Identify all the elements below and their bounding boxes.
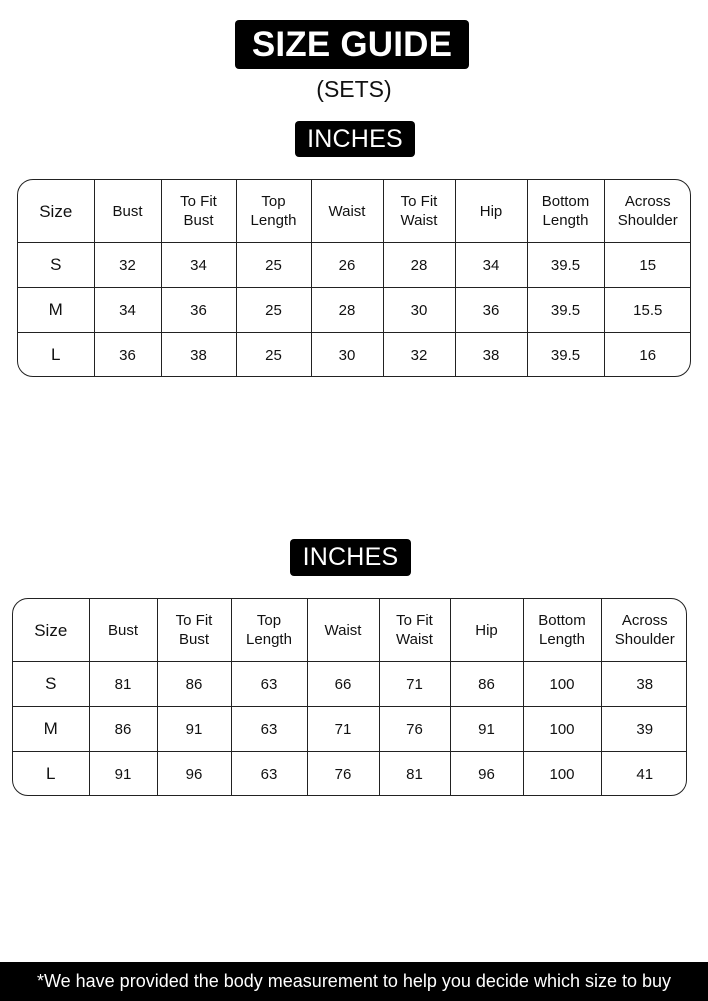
measurement-cell: 66 [307,662,379,707]
measurement-cell: 76 [307,752,379,797]
size-table [13,599,687,796]
section-label-inches-2: INCHES [290,539,411,576]
column-header [311,180,383,243]
size-cell: L [13,752,89,797]
column-header-text: Length [539,631,585,648]
table-row [13,662,687,707]
measurement-cell: 81 [89,662,157,707]
page-subtitle: (SETS) [316,76,392,102]
column-header-text: Top [261,193,286,210]
column-header-text: Bust [183,212,214,229]
measurement-cell: 38 [161,333,236,378]
measurement-cell: 39 [601,707,687,752]
column-header-text: Bust [112,202,143,220]
column-header [527,180,604,243]
column-header-text: Top [256,612,282,629]
column-header-text: To Fit [396,612,433,629]
table-row [18,243,691,288]
column-header [450,599,523,662]
measurement-cell: 36 [94,333,161,378]
column-header [231,599,307,662]
column-header-text: Shoulder [614,631,675,648]
measurement-cell: 100 [523,662,601,707]
column-header [18,180,94,243]
measurement-cell: 81 [379,752,450,797]
measurement-cell: 71 [379,662,450,707]
column-header-text: To Fit [400,193,438,210]
measurement-cell: 36 [455,288,527,333]
measurement-cell: 100 [523,707,601,752]
measurement-cell: 63 [231,707,307,752]
size-cell: S [18,243,94,288]
measurement-cell: 28 [311,288,383,333]
measurement-cell: 91 [157,707,231,752]
column-header [455,180,527,243]
column-header-text: Waist [400,212,438,229]
measurement-cell: 32 [94,243,161,288]
measurement-cell: 25 [236,333,311,378]
measurement-cell: 30 [311,333,383,378]
measurement-cell: 41 [601,752,687,797]
table-row [18,333,691,378]
column-header [13,599,89,662]
column-header-text: Size [34,620,68,640]
measurement-cell: 39.5 [527,333,604,378]
measurement-cell: 91 [450,707,523,752]
column-header-text: Waist [324,621,362,639]
size-cell: M [18,288,94,333]
column-header [94,180,161,243]
page-title: SIZE GUIDE [235,20,469,69]
column-header-text: Across [624,193,671,210]
size-table-second [12,598,687,796]
measurement-cell: 16 [604,333,691,378]
measurement-cell: 39.5 [527,243,604,288]
table-header-row [13,599,687,662]
measurement-cell: 71 [307,707,379,752]
column-header [89,599,157,662]
column-header-text: Waist [396,631,433,648]
column-header-text: Shoulder [617,212,678,229]
size-cell: L [18,333,94,378]
column-header-text: Hip [479,202,503,220]
measurement-cell: 32 [383,333,455,378]
measurement-cell: 96 [157,752,231,797]
measurement-cell: 63 [231,662,307,707]
column-header-text: Hip [475,621,498,639]
measurement-cell: 25 [236,288,311,333]
measurement-cell: 38 [601,662,687,707]
measurement-cell: 26 [311,243,383,288]
column-header [523,599,601,662]
table-header-row [18,180,691,243]
size-table [18,180,691,377]
column-header [601,599,687,662]
column-header-text: Length [250,212,297,229]
column-header-text: Bottom [541,193,590,210]
measurement-cell: 34 [161,243,236,288]
column-header-text: Across [621,612,668,629]
measurement-cell: 39.5 [527,288,604,333]
column-header [379,599,450,662]
column-header [604,180,691,243]
column-header [307,599,379,662]
measurement-cell: 63 [231,752,307,797]
column-header [383,180,455,243]
measurement-cell: 36 [161,288,236,333]
footer-note: *We have provided the body measurement to help you decide which size to buy [0,962,708,1001]
column-header-text: Bust [107,621,138,639]
measurement-cell: 100 [523,752,601,797]
size-cell: S [13,662,89,707]
column-header-text: Length [542,212,589,229]
column-header-text: Length [246,631,292,648]
table-row [18,288,691,333]
size-cell: M [13,707,89,752]
column-header-text: Bust [178,631,209,648]
column-header-text: Size [39,201,73,221]
table-row [13,707,687,752]
column-header-text: Waist [328,202,366,220]
column-header [157,599,231,662]
measurement-cell: 15.5 [604,288,691,333]
measurement-cell: 96 [450,752,523,797]
measurement-cell: 86 [89,707,157,752]
measurement-cell: 15 [604,243,691,288]
measurement-cell: 86 [450,662,523,707]
section-label-inches: INCHES [295,121,415,157]
column-header-text: Bottom [538,612,586,629]
measurement-cell: 34 [94,288,161,333]
column-header-text: To Fit [175,612,213,629]
column-header [236,180,311,243]
column-header-text: To Fit [180,193,217,210]
measurement-cell: 25 [236,243,311,288]
table-row [13,752,687,797]
size-table-inches [17,179,691,377]
measurement-cell: 91 [89,752,157,797]
column-header [161,180,236,243]
measurement-cell: 76 [379,707,450,752]
measurement-cell: 30 [383,288,455,333]
measurement-cell: 38 [455,333,527,378]
measurement-cell: 86 [157,662,231,707]
measurement-cell: 34 [455,243,527,288]
measurement-cell: 28 [383,243,455,288]
